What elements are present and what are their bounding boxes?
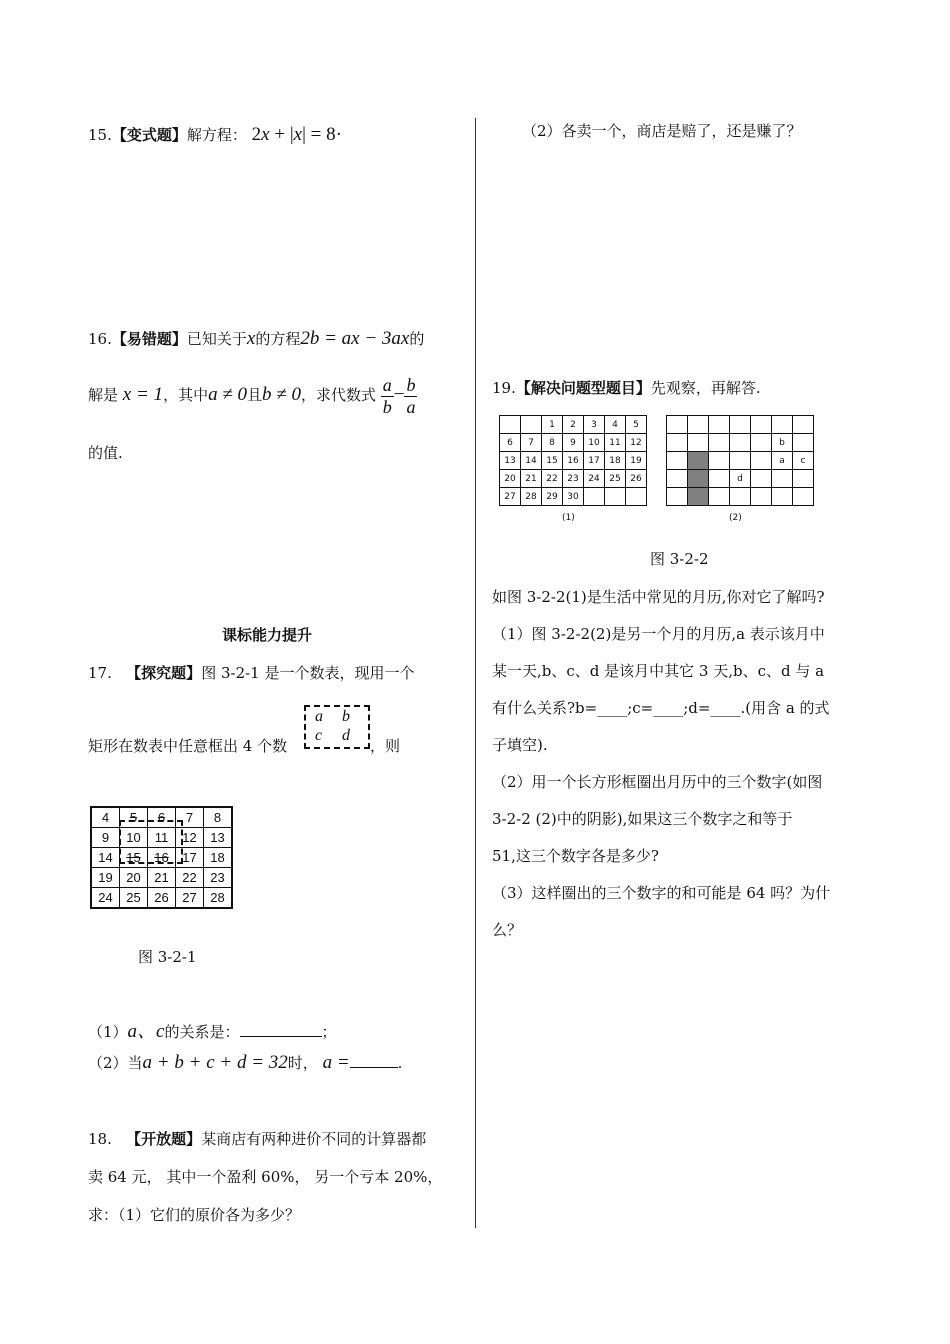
calendar-cell: 23 (563, 470, 584, 488)
dashed-selection-frame (119, 820, 183, 864)
calendar-row (667, 452, 814, 470)
calendar-cell: 25 (605, 470, 626, 488)
q18-number: 18. (88, 1130, 112, 1148)
calendar-cell: 15 (542, 452, 563, 470)
calendar-cell: c (793, 452, 814, 470)
calendar-cell: 22 (542, 470, 563, 488)
calendar-row (500, 452, 647, 470)
table-cell: 16 (148, 848, 176, 868)
calendar-cell: 26 (626, 470, 647, 488)
calendar-2-label: (2) (729, 513, 742, 523)
q18-tag: 【开放题】 (126, 1130, 202, 1148)
table-cell: 22 (176, 868, 204, 888)
calendar-cell: b (772, 434, 793, 452)
q19-line3: 某一天,b、c、d 是该月中其它 3 天,b、c、d 与 a (492, 662, 825, 680)
column-divider (475, 118, 476, 1228)
calendar-row (500, 434, 647, 452)
q16-solution: x = 1 (122, 384, 164, 406)
table-cell: 15 (120, 848, 148, 868)
calendar-cell (793, 416, 814, 434)
table-cell: 19 (91, 868, 120, 888)
calendar-cell: 9 (563, 434, 584, 452)
calendar-cell: 24 (584, 470, 605, 488)
q17-p1-vars: a、c (127, 1021, 165, 1042)
calendar-cell (688, 416, 709, 434)
q17-p2-equation: a + b + c + d = 32 (142, 1052, 288, 1073)
calendar-1-label: (1) (562, 513, 575, 523)
calendar-cell (730, 416, 751, 434)
calendar-cell (521, 416, 542, 434)
calendar-row (500, 488, 647, 506)
q16-cond-b: b ≠ 0 (262, 384, 301, 406)
calendar-cell: 3 (584, 416, 605, 434)
q17-number: 17. (88, 664, 112, 682)
q17-part1 (88, 1016, 337, 1043)
q19-line2: （1）图 3-2-2(2)是另一个月的月历,a 表示该月中 (492, 625, 825, 643)
calendar-cell: 12 (626, 434, 647, 452)
question-16-line2 (88, 375, 417, 417)
q16-fraction-a-over-b: $\frac{a}{b}$ (382, 375, 392, 417)
table-cell: 7 (176, 807, 204, 828)
shaded-cell (688, 488, 709, 506)
q16-text2: 的方程 (255, 330, 301, 348)
question-16-line1 (88, 328, 424, 350)
q19-number: 19. (492, 379, 516, 397)
q15-text: 解方程： (186, 126, 247, 144)
shaded-cell (688, 452, 709, 470)
calendar-row (667, 434, 814, 452)
table-cell: 14 (91, 848, 120, 868)
calendar-cell (772, 416, 793, 434)
q16-text3: 的 (409, 330, 425, 348)
q16-fraction-b-over-a: $\frac{b}{a}$ (406, 375, 416, 417)
calendar-cell (793, 434, 814, 452)
q17-p2-label: （2）当 (88, 1054, 143, 1072)
calendar-cell: 5 (626, 416, 647, 434)
q17-p2-blank[interactable] (350, 1067, 398, 1068)
table-cell: 17 (176, 848, 204, 868)
figure-3-2-2-caption: 图 3-2-2 (650, 550, 709, 568)
table-cell: 12 (176, 828, 204, 848)
q16-text: 已知关于 (186, 330, 247, 348)
q18-text2: 卖 64 元， 其中一个盈利 60%， 另一个亏本 20%， (88, 1168, 443, 1186)
q16-minus: − (393, 384, 405, 406)
calendar-cell (667, 434, 688, 452)
calendar-1 (499, 415, 647, 506)
calendar-cell (584, 488, 605, 506)
calendar-cell: d (730, 470, 751, 488)
q19-line7: 3-2-2 (2)中的阴影),如果这三个数字之和等于 (492, 810, 793, 828)
calendar-cell: 30 (563, 488, 584, 506)
q15-number: 15. (88, 126, 112, 144)
calendar-cell: 19 (626, 452, 647, 470)
question-18-line1 (88, 1128, 426, 1149)
q17-part2 (88, 1052, 402, 1074)
q18-text1: 某商店有两种进价不同的计算器都 (201, 1130, 427, 1148)
q17-p2-end: . (397, 1054, 403, 1072)
q16-text4: 解是 (88, 386, 119, 405)
q17-text3: ，则 (370, 737, 401, 755)
calendar-cell: 6 (500, 434, 521, 452)
q19-line4: 有什么关系?b=____;c=____;d=____.(用含 a 的式 (492, 699, 830, 717)
table-cell: 4 (91, 807, 120, 828)
calendar-cell: 16 (563, 452, 584, 470)
calendar-cell (730, 434, 751, 452)
q17-p1-text: 的关系是： (164, 1023, 240, 1041)
q19-line8: 51,这三个数字各是多少? (492, 847, 659, 865)
table-cell: 26 (148, 888, 176, 909)
calendar-cell (751, 470, 772, 488)
question-19-line1 (492, 377, 761, 398)
calendar-cell (667, 470, 688, 488)
calendar-row (667, 470, 814, 488)
q16-text6: 且 (247, 386, 263, 405)
calendar-cell (626, 488, 647, 506)
table-cell: 25 (120, 888, 148, 909)
table-cell: 10 (120, 828, 148, 848)
calendar-cell: 21 (521, 470, 542, 488)
calendar-cell: 18 (605, 452, 626, 470)
calendar-cell (500, 416, 521, 434)
calendar-cell (709, 416, 730, 434)
calendar-cell (751, 452, 772, 470)
q19-line1: 如图 3-2-2(1)是生活中常见的月历,你对它了解吗? (492, 588, 825, 606)
calendar-cell: 1 (542, 416, 563, 434)
q15-equation: 2x + |x| = 8· (251, 124, 342, 145)
q17-tag: 【探究题】 (126, 664, 202, 682)
calendar-cell (772, 488, 793, 506)
calendar-row (667, 416, 814, 434)
q18-text3: 求：（1）它们的原价各为多少？ (88, 1206, 301, 1224)
q15-tag: 【变式题】 (111, 126, 187, 144)
q16-equation: 2b = ax − 3ax (300, 328, 410, 349)
q17-p2-a: a = (322, 1052, 350, 1073)
table-cell: 6 (148, 807, 176, 828)
table-cell: 27 (176, 888, 204, 909)
calendar-cell (667, 452, 688, 470)
q16-var-x: x (246, 328, 256, 349)
table-row (91, 888, 232, 909)
calendar-cell (772, 470, 793, 488)
calendar-cell (751, 434, 772, 452)
table-cell: 9 (91, 828, 120, 848)
calendar-cell: 4 (605, 416, 626, 434)
calendar-row (500, 416, 647, 434)
q16-cond-a: a ≠ 0 (208, 384, 248, 406)
calendar-cell: 20 (500, 470, 521, 488)
q18-text4: （2）各卖一个，商店是赔了，还是赚了？ (522, 122, 802, 140)
calendar-cell: 7 (521, 434, 542, 452)
calendar-cell: 14 (521, 452, 542, 470)
q17-text2: 矩形在数表中任意框出 4 个数 (88, 737, 288, 755)
q19-tag: 【解决问题型题目】 (515, 379, 651, 397)
calendar-cell (709, 488, 730, 506)
q16-tag: 【易错题】 (111, 330, 187, 348)
table-cell: 5 (120, 807, 148, 828)
q17-abcd-box (304, 705, 370, 749)
question-17-line1 (88, 662, 415, 683)
box-b: b (342, 708, 350, 725)
calendar-cell: 10 (584, 434, 605, 452)
table-cell: 8 (204, 807, 233, 828)
calendar-cell (605, 488, 626, 506)
calendar-cell (730, 452, 751, 470)
calendar-cell: 17 (584, 452, 605, 470)
calendar-2 (666, 415, 814, 506)
calendar-cell: 8 (542, 434, 563, 452)
calendar-cell (709, 434, 730, 452)
table-row (91, 868, 232, 888)
calendar-cell: 2 (563, 416, 584, 434)
table-cell: 20 (120, 868, 148, 888)
q16-text5: ，其中 (163, 386, 209, 405)
table-cell: 21 (148, 868, 176, 888)
table-cell: 24 (91, 888, 120, 909)
box-a: a (315, 708, 323, 725)
q19-text1: 先观察，再解答. (650, 379, 761, 397)
q19-line5: 子填空). (492, 736, 548, 754)
table-cell: 13 (204, 828, 233, 848)
q16-text7: ，求代数式 (300, 386, 376, 405)
calendar-cell: 29 (542, 488, 563, 506)
calendar-cell (793, 488, 814, 506)
calendar-cell: 28 (521, 488, 542, 506)
q17-p2-text: 时， (287, 1054, 318, 1072)
calendar-cell (667, 416, 688, 434)
q19-line9: （3）这样圈出的三个数字的和可能是 64 吗？为什 (492, 884, 831, 902)
table-cell: 18 (204, 848, 233, 868)
q17-p1-label: （1） (88, 1023, 128, 1041)
table-cell: 11 (148, 828, 176, 848)
q17-p1-blank[interactable] (240, 1036, 322, 1037)
calendar-cell (667, 488, 688, 506)
calendar-cell: a (772, 452, 793, 470)
table-cell: 28 (204, 888, 233, 909)
q17-text1: 图 3-2-1 是一个数表，现用一个 (201, 664, 415, 682)
calendar-cell (751, 416, 772, 434)
calendar-cell (709, 452, 730, 470)
calendar-row (500, 470, 647, 488)
calendar-cell (793, 470, 814, 488)
calendar-cell: 11 (605, 434, 626, 452)
box-d: d (342, 727, 350, 744)
box-c: c (315, 727, 323, 744)
calendar-cell (751, 488, 772, 506)
calendar-cell: 13 (500, 452, 521, 470)
question-15 (88, 124, 342, 146)
q16-number: 16. (88, 330, 112, 348)
q17-p1-end: ； (321, 1023, 337, 1041)
calendar-cell (688, 434, 709, 452)
table-cell: 23 (204, 868, 233, 888)
q19-line10: 么？ (492, 921, 523, 939)
q19-line6: （2）用一个长方形框圈出月历中的三个数字(如图 (492, 773, 823, 791)
q16-text8: 的值. (88, 444, 123, 462)
figure-3-2-1-caption: 图 3-2-1 (138, 948, 197, 966)
section-title: 课标能力提升 (222, 626, 313, 644)
calendar-cell (709, 470, 730, 488)
calendar-cell: 27 (500, 488, 521, 506)
calendar-cell (730, 488, 751, 506)
shaded-cell (688, 470, 709, 488)
calendar-row (667, 488, 814, 506)
